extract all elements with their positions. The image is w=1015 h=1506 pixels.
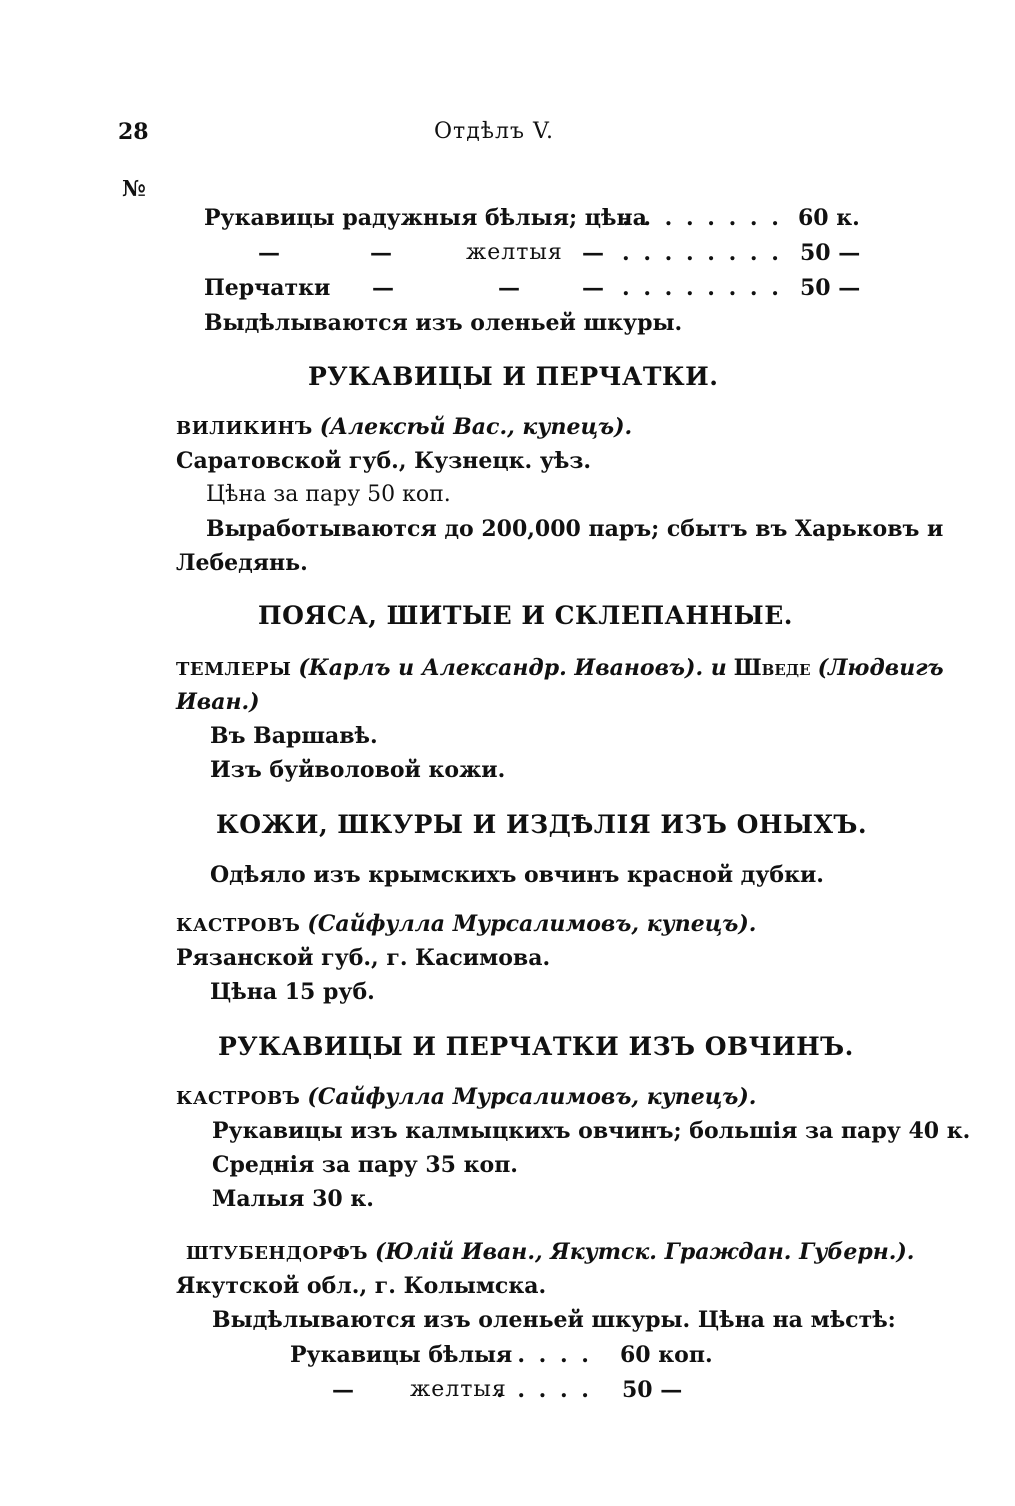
table2-row2-price: 50 — (622, 1377, 683, 1403)
table1-note: Выдѣлываются изъ оленьей шкуры. (204, 310, 683, 336)
table1-row2-price: 50 — (800, 240, 861, 266)
table1-row2-item: желтыя (466, 240, 563, 265)
table1-row1-item: Рукавицы радужныя бѣлыя; цѣна (204, 205, 647, 231)
section4-details: (Сайфулла Мурсалимовъ, купецъ). (307, 1084, 757, 1110)
section4-heading: РУКАВИЦЫ И ПЕРЧАТКИ ИЗЪ ОВЧИНЪ. (218, 1032, 854, 1061)
section4-line1: Рукавицы изъ калмыцкихъ овчинъ; большія за пару 40 к. (212, 1118, 971, 1144)
table1-row3-item: Перчатки (204, 275, 331, 301)
table2-row1-price: 60 коп. (620, 1342, 713, 1368)
running-title: Отдѣлъ V. (434, 119, 555, 144)
section1-details: (Алексѣй Вас., купецъ). (319, 414, 633, 440)
section5-details: (Юлій Иван., Якутск. Граждан. Губерн.). (374, 1239, 915, 1265)
page-number: 28 (118, 119, 149, 145)
section1-output: Выработываются до 200,000 паръ; сбытъ въ Харьковъ и (206, 516, 944, 542)
table1-row3-dash: — (582, 275, 604, 301)
table2-row1-dots: . . . . . (496, 1342, 592, 1368)
section3-location: Рязанской губ., г. Касимова. (176, 945, 551, 971)
section5-note: Выдѣлываются изъ оленьей шкуры. Цѣна на мѣстѣ: (212, 1307, 896, 1333)
section4-line3: Малыя 30 к. (212, 1186, 374, 1212)
section1-output-cont: Лебедянь. (176, 550, 308, 576)
table1-row2-dots: . . . . . . . . (622, 240, 782, 266)
section5-name: ШТУБЕНДОРФЪ (186, 1243, 368, 1264)
section3-heading: КОЖИ, ШКУРЫ И ИЗДѢЛІЯ ИЗЪ ОНЫХЪ. (216, 810, 868, 839)
section5-location: Якутской обл., г. Колымска. (176, 1273, 547, 1299)
section1-location: Саратовской губ., Кузнецк. уѣз. (176, 448, 592, 474)
number-sign: № (122, 176, 146, 202)
table1-row2-dash: — (258, 240, 280, 266)
table1-row3-dash: — (372, 275, 394, 301)
section3-name: КАСТРОВЪ (176, 915, 301, 936)
table1-row2-dash: — (370, 240, 392, 266)
section2-details: (Карлъ и Александр. Ивановъ). и (298, 655, 727, 681)
table1-row3-dots: . . . . . . . . (622, 275, 782, 301)
table1-row1-dots: . . . . . . . . (622, 205, 782, 231)
table2-row1-item: Рукавицы бѣлыя (290, 1342, 513, 1368)
table2-row2-dash: — (332, 1377, 354, 1403)
table2-row2-item: желтыя (410, 1377, 507, 1402)
section3-item: Одѣяло изъ крымскихъ овчинъ красной дубки. (210, 862, 824, 888)
section3-details: (Сайфулла Мурсалимовъ, купецъ). (307, 911, 757, 937)
section2-name: ТЕМЛЕРЫ (176, 659, 292, 680)
section2-details-cont: Иван.) (176, 689, 260, 715)
table1-row1-price: 60 к. (798, 205, 860, 231)
section2-name2: Шведе (733, 655, 811, 681)
section1-heading: РУКАВИЦЫ И ПЕРЧАТКИ. (308, 362, 719, 391)
section2-material: Изъ буйволовой кожи. (210, 757, 506, 783)
table1-row2-dash: — (582, 240, 604, 266)
section3-price: Цѣна 15 руб. (210, 979, 375, 1005)
table1-row3-price: 50 — (800, 275, 861, 301)
section1-name: ВИЛИКИНЪ (176, 418, 313, 439)
table1-row3-dash: — (498, 275, 520, 301)
section4-name: КАСТРОВЪ (176, 1088, 301, 1109)
section4-line2: Среднія за пару 35 коп. (212, 1152, 518, 1178)
section2-details2: (Людвигъ (817, 655, 944, 681)
table2-row2-dots: . . . . . (496, 1377, 592, 1403)
section2-location: Въ Варшавѣ. (210, 723, 378, 749)
section1-price: Цѣна за пару 50 коп. (206, 482, 451, 507)
section2-heading: ПОЯСА, ШИТЫЕ И СКЛЕПАННЫЕ. (258, 601, 793, 630)
